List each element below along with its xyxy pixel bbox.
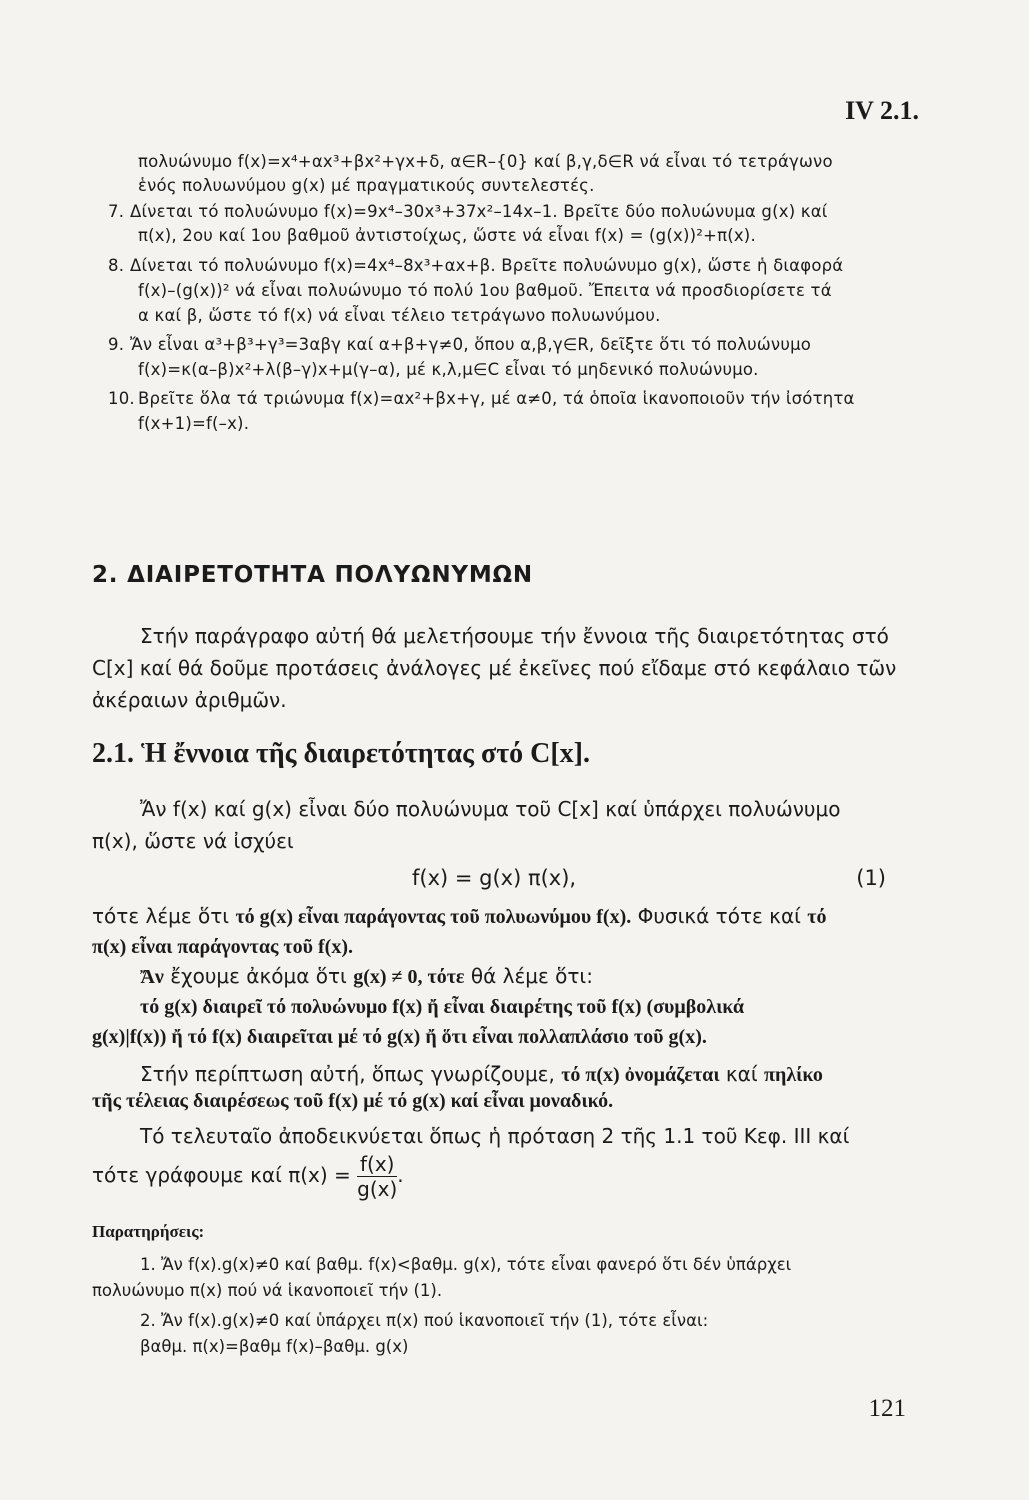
paragraph-line <box>92 1152 404 1201</box>
exercise-10 <box>108 387 855 411</box>
plain-text: θά λέμε ὅτι: <box>470 964 593 988</box>
intro-line: ἀκέραιων ἀριθμῶν. <box>92 688 287 712</box>
paragraph-line <box>92 930 353 963</box>
remark-line: 2. Ἄν f(x).g(x)≠0 καί ὑπάρχει π(x) πού ἱκανοποιεῖ τήν (1), τότε εἶναι: <box>140 1311 709 1330</box>
exercise-text: Δίνεται τό πολυώνυμο f(x)=4x⁴–8x³+αx+β. Βρεῖτε πολυώνυμο g(x), ὥστε ἡ διαφορά <box>130 256 844 275</box>
exercise-continuation-line: πολυώνυμο f(x)=x⁴+αx³+βx²+γx+δ, α∈R–{0} καί β,γ,δ∈R νά εἶναι τό τετράγωνο <box>138 152 833 171</box>
exercise-9 <box>108 333 811 357</box>
emphasis-text: g(x) ≠ 0, τότε <box>353 966 465 988</box>
paragraph-line <box>92 900 826 933</box>
exercise-8 <box>108 254 843 278</box>
plain-text: . <box>397 1163 404 1187</box>
paragraph-line <box>140 960 593 993</box>
plain-text: τότε λέμε ὅτι <box>92 904 230 928</box>
remark-line: βαθμ. π(x)=βαθμ f(x)–βαθμ. g(x) <box>140 1337 409 1356</box>
exercise-number: 7. <box>108 202 125 221</box>
emphasis-text: πηλίκο <box>764 1064 823 1086</box>
exercise-text: f(x)–(g(x))² νά εἶναι πολυώνυμο τό πολύ 1ου βαθμοῦ. Ἔπειτα νά προσδιορίσετε τά <box>138 281 832 300</box>
emphasis-text: π(x) εἶναι παράγοντας τοῦ f(x). <box>92 936 353 958</box>
fraction-numerator: f(x) <box>357 1152 397 1177</box>
fraction <box>357 1152 397 1201</box>
paragraph-line: π(x), ὥστε νά ἰσχύει <box>92 829 294 853</box>
intro-line: C[x] καί θά δοῦμε προτάσεις ἀνάλογες μέ ἐκεῖνες πού εἴδαμε στό κεφάλαιο τῶν <box>92 656 897 680</box>
paragraph-line: Ἄν f(x) καί g(x) εἶναι δύο πολυώνυμα τοῦ C[x] καί ὑπάρχει πολυώνυμο <box>140 797 841 821</box>
remark-line: πολυώνυμο π(x) πού νά ἱκανοποιεῖ τήν (1). <box>92 1281 443 1300</box>
emphasis-text: Ἄν <box>140 966 164 988</box>
paragraph-line <box>140 1058 823 1091</box>
exercise-text: f(x+1)=f(–x). <box>138 414 250 433</box>
plain-text: καί <box>725 1062 758 1086</box>
definition-line: τό g(x) διαιρεῖ τό πολυώνυμο f(x) ἤ εἶναι διαιρέτης τοῦ f(x) (συμβολικά <box>140 996 744 1018</box>
definition-line: g(x)|f(x)) ἤ τό f(x) διαιρεῖται μέ τό g(x) ἤ ὅτι εἶναι πολλαπλάσιο τοῦ g(x). <box>92 1026 707 1048</box>
exercise-text: Βρεῖτε ὅλα τά τριώνυμα f(x)=αx²+βx+γ, μέ α≠0, τά ὁποῖα ἱκανοποιοῦν τήν ἰσότητα <box>138 389 855 408</box>
fraction-denominator: g(x) <box>357 1177 398 1201</box>
equation: f(x) = g(x) π(x), <box>412 866 577 890</box>
exercise-text: f(x)=κ(α–β)x²+λ(β–γ)x+μ(γ–α), μέ κ,λ,μ∈C εἶναι τό μηδενικό πολυώνυμο. <box>138 360 759 379</box>
running-header: IV 2.1. <box>845 96 919 125</box>
plain-text: τότε γράφουμε καί π(x) = <box>92 1163 351 1187</box>
emphasis-text: τό g(x) εἶναι παράγοντας τοῦ πολυωνύμου f(x). <box>235 906 632 928</box>
equation-number: (1) <box>856 866 886 890</box>
exercise-continuation-line: ἑνός πολυωνύμου g(x) μέ πραγματικούς συντελεστές. <box>138 176 595 195</box>
intro-line: Στήν παράγραφο αὐτή θά μελετήσουμε τήν ἔννοια τῆς διαιρετότητας στό <box>140 624 889 648</box>
subsection-title: 2.1. Ἡ ἔννοια τῆς διαιρετότητας στό C[x]. <box>92 738 590 769</box>
section-title: 2. ΔΙΑΙΡΕΤΟΤΗΤΑ ΠΟΛΥΩΝΥΜΩΝ <box>92 562 533 588</box>
plain-text: Φυσικά τότε καί <box>637 904 801 928</box>
exercise-7 <box>108 200 828 224</box>
emphasis-text: τό π(x) ὀνομάζεται <box>561 1064 720 1086</box>
plain-text: Στήν περίπτωση αὐτή, ὅπως γνωρίζουμε, <box>140 1062 555 1086</box>
plain-text: ἔχουμε ἀκόμα ὅτι <box>170 964 347 988</box>
exercise-text: Δίνεται τό πολυώνυμο f(x)=9x⁴–30x³+37x²–14x–1. Βρεῖτε δύο πολυώνυμα g(x) καί <box>130 202 828 221</box>
exercise-text: π(x), 2ου καί 1ου βαθμοῦ ἀντιστοίχως, ὥστε νά εἶναι f(x) = (g(x))²+π(x). <box>138 226 756 245</box>
exercise-text: α καί β, ὥστε τό f(x) νά εἶναι τέλειο τετράγωνο πολυωνύμου. <box>138 306 661 325</box>
emphasis-line: τῆς τέλειας διαιρέσεως τοῦ f(x) μέ τό g(x) καί εἶναι μοναδικό. <box>92 1090 614 1112</box>
paragraph-line: Τό τελευταῖο ἀποδεικνύεται ὅπως ἡ πρόταση 2 τῆς 1.1 τοῦ Κεφ. III καί <box>140 1124 850 1148</box>
exercise-number: 10. <box>108 389 135 408</box>
exercise-number: 8. <box>108 256 125 275</box>
page-number: 121 <box>868 1395 906 1422</box>
remarks-heading: Παρατηρήσεις: <box>92 1222 205 1241</box>
remark-line: 1. Ἄν f(x).g(x)≠0 καί βαθμ. f(x)<βαθμ. g(x), τότε εἶναι φανερό ὅτι δέν ὑπάρχει <box>140 1255 792 1274</box>
emphasis-text: τό <box>807 906 827 928</box>
exercise-text: Ἄν εἶναι α³+β³+γ³=3αβγ καί α+β+γ≠0, ὅπου α,β,γ∈R, δεῖξτε ὅτι τό πολυώνυμο <box>130 335 812 354</box>
exercise-number: 9. <box>108 335 125 354</box>
